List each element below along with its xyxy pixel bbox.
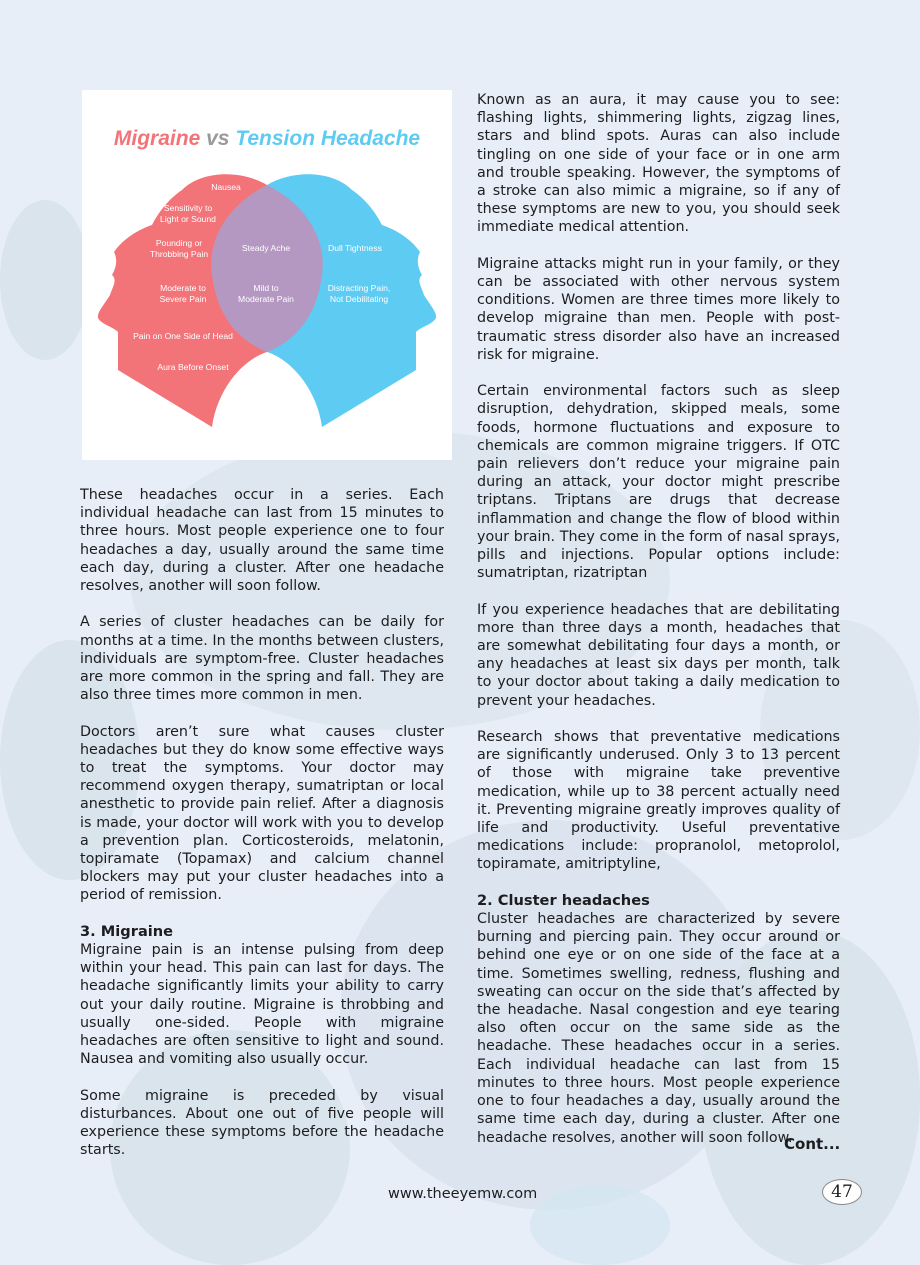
svg-text:Migraine vs Tension Headac	[114, 127, 421, 150]
right-column	[477, 91, 840, 1165]
paragraph: Cluster headaches are characterized by severe burning and piercing pain. They occur around or behind one eye or on one side of the face at a time. Sometimes swelling, redness, flushing and sweating can occur on the side that’s affected by the headache. Nasal congestion and eye tearing also often occur on the same side as the headache. These headaches occur in a series. Each individual headache can last from 15 minutes to three hours. Most people experience one to four headaches a day, usually around the same time each day, during a cluster. After one headache resolves, another will soon follow.	[477, 911, 840, 1146]
label-moderate-severe: Moderate to	[160, 283, 206, 293]
label-moderate-severe-2: Severe Pain	[159, 294, 207, 304]
left-column	[80, 486, 444, 1178]
paragraph: Migraine pain is an intense pulsing from deep within your head. This pain can last for days. The headache significantly limits your ability to carry out your daily routine. Migraine is throbbing and usually one-sided. People with migraine headaches are often sensitive to light and sound. Nausea and vomiting also usually occur.	[80, 942, 444, 1068]
paragraph: Some migraine is preceded by visual disturbances. About one out of five people will experience these symptoms before the headache starts.	[80, 1087, 444, 1159]
paragraph: Known as an aura, it may cause you to see: flashing lights, shimmering lights, zigzag lines, stars and blind spots. Auras can also include tingling on one side of your face or in one arm and trouble speaking. However, the symptoms of a stroke can also mimic a migraine, so if any of these symptoms are new to you, you should seek immediate medical attention.	[477, 92, 840, 236]
label-aura: Aura Before Onset	[157, 362, 229, 372]
migraine-vs-tension-infographic	[82, 90, 452, 460]
label-distracting: Distracting Pain,	[327, 283, 391, 293]
heading-migraine: 3. Migraine	[80, 922, 174, 940]
heading-cluster: 2. Cluster headaches	[477, 891, 650, 909]
label-sensitivity: Sensitivity to	[163, 203, 213, 213]
label-pounding-2: Throbbing Pain	[149, 249, 209, 259]
paragraph: A series of cluster headaches can be daily for months at a time. In the months between clusters, individuals are symptom-free. Cluster headaches are more common in the spring and fall. They are also three times more common in men.	[80, 614, 444, 704]
title-tension: Tension Headache	[235, 127, 421, 150]
title-migraine: Migraine	[113, 127, 201, 150]
bg-circle	[0, 200, 90, 360]
label-mild-2: Moderate Pain	[238, 294, 294, 304]
label-pounding: Pounding or	[155, 238, 203, 248]
label-steady-ache: Steady Ache	[241, 243, 291, 253]
label-sensitivity-2: Light or Sound	[160, 214, 216, 224]
paragraph: Migraine attacks might run in your family, or they can be associated with other nervous system conditions. Women are three times more likely to develop migraine than men. People with post-traumatic stress disorder also have an increased risk for migraine.	[477, 255, 840, 363]
paragraph: If you experience headaches that are debilitating more than three days a month, headaches that are somewhat debilitating four days a month, or any headaches at least six days per month, talk to your doctor about taking a daily medication to prevent your headaches.	[477, 601, 840, 709]
label-dull-tightness: Dull Tightness	[328, 243, 382, 253]
title-vs: vs	[206, 127, 230, 150]
paragraph: Research shows that preventative medications are significantly underused. Only 3 to 13 percent of those with migraine take preventive medication, while up to 38 percent actually need it. Preventing migraine greatly improves quality of life and productivity. Useful preventative medications include: propranolol, metoprolol, topiramate, amitriptyline,	[477, 729, 840, 873]
paragraph: These headaches occur in a series. Each individual headache can last from 15 minutes to three hours. Most people experience one to four headaches a day, usually around the same time each day, during a cluster. After one headache resolves, another will soon follow.	[80, 487, 444, 595]
paragraph: Doctors aren’t sure what causes cluster headaches but they do know some effective ways to treat the symptoms. Your doctor may recommend oxygen therapy, sumatriptan or local anesthetic to provide pain relief. After a diagnosis is made, your doctor will work with you to develop a prevention plan. Corticosteroids, melatonin, topiramate (Topamax) and calcium channel blockers may put your cluster headaches into a period of remission.	[80, 723, 444, 904]
paragraph: Certain environmental factors such as sleep disruption, dehydration, skipped meals, some foods, hormone fluctuations and exposure to chemicals are common migraine triggers. If OTC pain relievers don’t reduce your migraine pain during an attack, your doctor might prescribe triptans. Triptans are drugs that decrease inflammation and change the flow of blood within your brain. They come in the form of nasal sprays, pills and injections. Popular options include: sumatriptan, rizatriptan	[477, 383, 840, 582]
label-mild: Mild to	[253, 283, 279, 293]
page-number: 47	[822, 1179, 862, 1205]
continued-label: Cont...	[784, 1135, 841, 1153]
label-one-side: Pain on One Side of Head	[133, 331, 233, 341]
label-distracting-2: Not Debilitating	[329, 294, 389, 304]
website-url: www.theeyemw.com	[388, 1186, 538, 1202]
bg-circle	[530, 1185, 670, 1265]
label-nausea: Nausea	[211, 182, 241, 192]
